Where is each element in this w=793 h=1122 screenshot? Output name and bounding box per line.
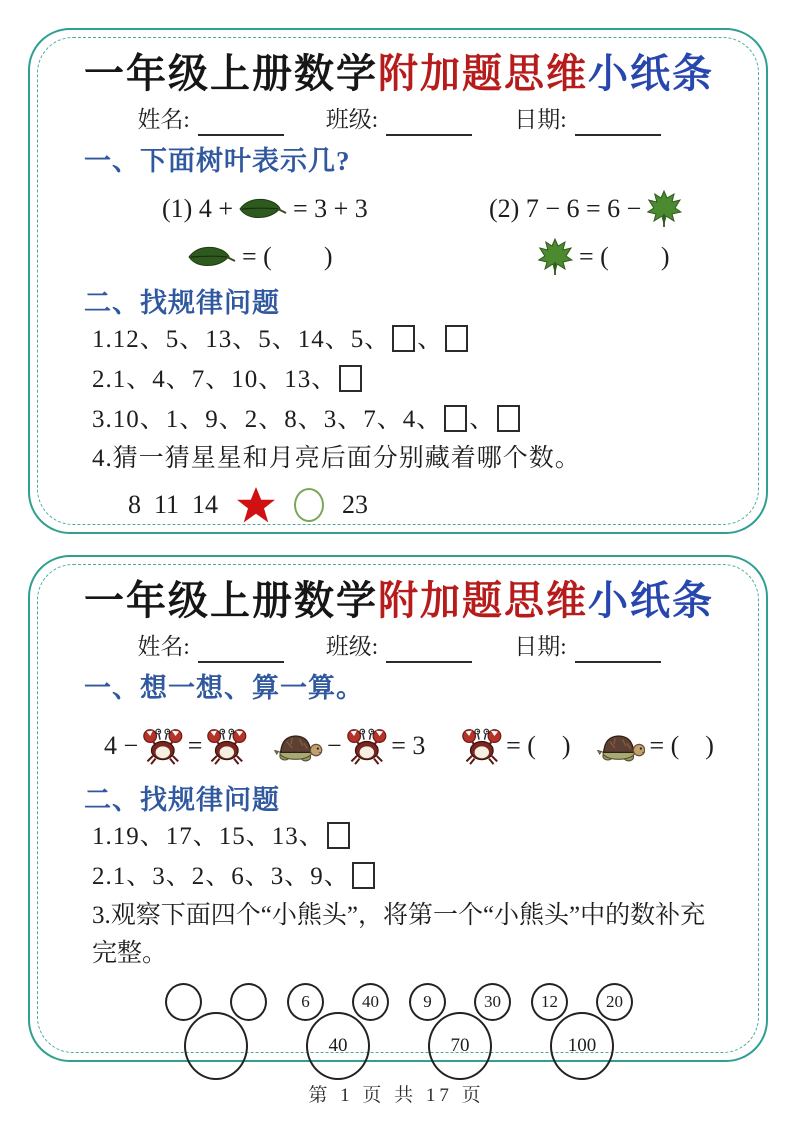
class-label: 班级: (325, 107, 379, 132)
title-part-red: 附加题思维 (378, 578, 588, 623)
crab-answer-parens[interactable]: = ( ) (506, 731, 571, 760)
equation-2 (489, 188, 682, 230)
sequence-row-3 (84, 400, 714, 440)
bear-2-left-ear: 6 (287, 983, 324, 1021)
leaf-icon (188, 244, 236, 270)
bear-1-right-ear[interactable] (230, 983, 267, 1021)
leaf-icon (239, 196, 287, 222)
crab-eq-lead: 4 − (104, 731, 139, 760)
crab-icon (206, 725, 248, 767)
answer-box[interactable] (339, 365, 362, 392)
sequence-row-2-text: 2.1、4、7、10、13、 (92, 366, 338, 393)
name-blank-line[interactable] (198, 112, 284, 136)
bear-4-face: 100 (550, 1012, 614, 1080)
name-blank-line[interactable] (198, 639, 284, 663)
sequence-row-2 (84, 360, 714, 400)
moon-circle-icon (294, 488, 324, 522)
crab-icon (461, 725, 503, 767)
bear-1-left-ear[interactable] (165, 983, 202, 1021)
date-blank-line[interactable] (575, 639, 661, 663)
equals-three: = 3 (391, 731, 426, 760)
title-part-blue: 小纸条 (588, 51, 714, 96)
equation-1 (162, 188, 489, 230)
leaf-answers-row (84, 236, 714, 278)
page-number-footer: 第 1 页 共 17 页 (308, 1085, 485, 1106)
guess-numbers: 8 11 14 (128, 490, 219, 519)
title-part-black: 一年级上册数学 (84, 51, 378, 96)
card-1-inner-frame (37, 37, 759, 525)
bear-question-text: 3.观察下面四个“小熊头”，将第一个“小熊头”中的数补充完整。 (92, 902, 706, 967)
date-label: 日期: (514, 107, 567, 132)
student-info-row (84, 631, 714, 663)
sequence-row-1 (84, 817, 714, 857)
crab-icon (142, 725, 184, 767)
equation-1-post: = 3 + 3 (292, 194, 368, 223)
title-part-black: 一年级上册数学 (84, 578, 378, 623)
bear-2-right-ear: 40 (352, 983, 389, 1021)
sequence-separator: 、 (469, 406, 496, 433)
page-title (84, 575, 714, 627)
equation-2-answer (538, 236, 669, 278)
bear-4-left-ear: 12 (531, 983, 568, 1021)
sequence-row-3-text: 3.10、1、9、2、8、3、7、4、 (92, 406, 443, 433)
section-2-heading: 二、找规律问题 (84, 785, 280, 815)
guess-values-row (84, 482, 714, 528)
section-2-heading: 二、找规律问题 (84, 288, 280, 318)
bear-1-face[interactable] (184, 1012, 248, 1080)
card-2-inner-frame (37, 564, 759, 1056)
bear-3-right-ear: 30 (474, 983, 511, 1021)
sequence-row-1-text: 1.19、17、15、13、 (92, 823, 325, 850)
bear-head-4 (529, 983, 635, 1083)
bear-3-left-ear: 9 (409, 983, 446, 1021)
equation-1-answer-parens[interactable]: = ( ) (242, 242, 333, 271)
sequence-row-1-text: 1.12、5、13、5、14、5、 (92, 326, 391, 353)
answer-box[interactable] (327, 822, 350, 849)
bear-heads-row (84, 983, 714, 1083)
star-icon (236, 486, 276, 524)
answer-box[interactable] (497, 405, 520, 432)
crab-icon (346, 725, 388, 767)
title-part-red: 附加题思维 (378, 51, 588, 96)
title-part-blue: 小纸条 (588, 578, 714, 623)
date-field (514, 104, 660, 136)
maple-leaf-icon (647, 190, 682, 228)
bear-3-face: 70 (428, 1012, 492, 1080)
sequence-row-2 (84, 857, 714, 897)
equation-2-answer-parens[interactable]: = ( ) (579, 242, 670, 271)
bear-head-2 (285, 983, 391, 1083)
class-field (326, 631, 472, 663)
date-field (514, 631, 660, 663)
guess-question-text: 4.猜一猜星星和月亮后面分别藏着哪个数。 (92, 445, 581, 472)
minus-sign: − (326, 731, 342, 760)
class-field (326, 104, 472, 136)
bear-4-right-ear: 20 (596, 983, 633, 1021)
bear-head-3 (407, 983, 513, 1083)
animal-equations-row (84, 717, 714, 775)
sequence-row-2-text: 2.1、3、2、6、3、9、 (92, 863, 350, 890)
bear-head-1 (163, 983, 269, 1083)
maple-leaf-icon (538, 238, 573, 276)
leaf-equations-row (84, 188, 714, 230)
section-1-heading: 一、想一想、算一算。 (84, 673, 364, 703)
worksheet-card-1 (28, 28, 768, 534)
answer-box[interactable] (352, 862, 375, 889)
equation-2-pre: (2) 7 − 6 = 6 − (489, 194, 642, 223)
name-field (137, 104, 283, 136)
answer-box[interactable] (392, 325, 415, 352)
answer-box[interactable] (444, 405, 467, 432)
turtle-answer-parens[interactable]: = ( ) (649, 731, 714, 760)
name-label: 姓名: (137, 107, 190, 132)
name-field (137, 631, 283, 663)
worksheet-card-2 (28, 555, 768, 1062)
date-blank-line[interactable] (575, 112, 661, 136)
equation-1-answer (188, 236, 538, 278)
guess-tail-number: 23 (342, 490, 369, 519)
sequence-row-1 (84, 320, 714, 360)
name-label: 姓名: (137, 634, 190, 659)
class-blank-line[interactable] (386, 639, 472, 663)
equals-sign: = (187, 731, 203, 760)
page-title (84, 48, 714, 100)
section-1-heading: 一、下面树叶表示几? (84, 146, 351, 176)
turtle-icon (274, 728, 323, 764)
bear-2-face: 40 (306, 1012, 370, 1080)
student-info-row (84, 104, 714, 136)
date-label: 日期: (514, 634, 567, 659)
answer-box[interactable] (445, 325, 468, 352)
class-label: 班级: (325, 634, 379, 659)
sequence-separator: 、 (417, 326, 444, 353)
equation-1-pre: (1) 4 + (162, 194, 233, 223)
turtle-icon (597, 728, 646, 764)
class-blank-line[interactable] (386, 112, 472, 136)
